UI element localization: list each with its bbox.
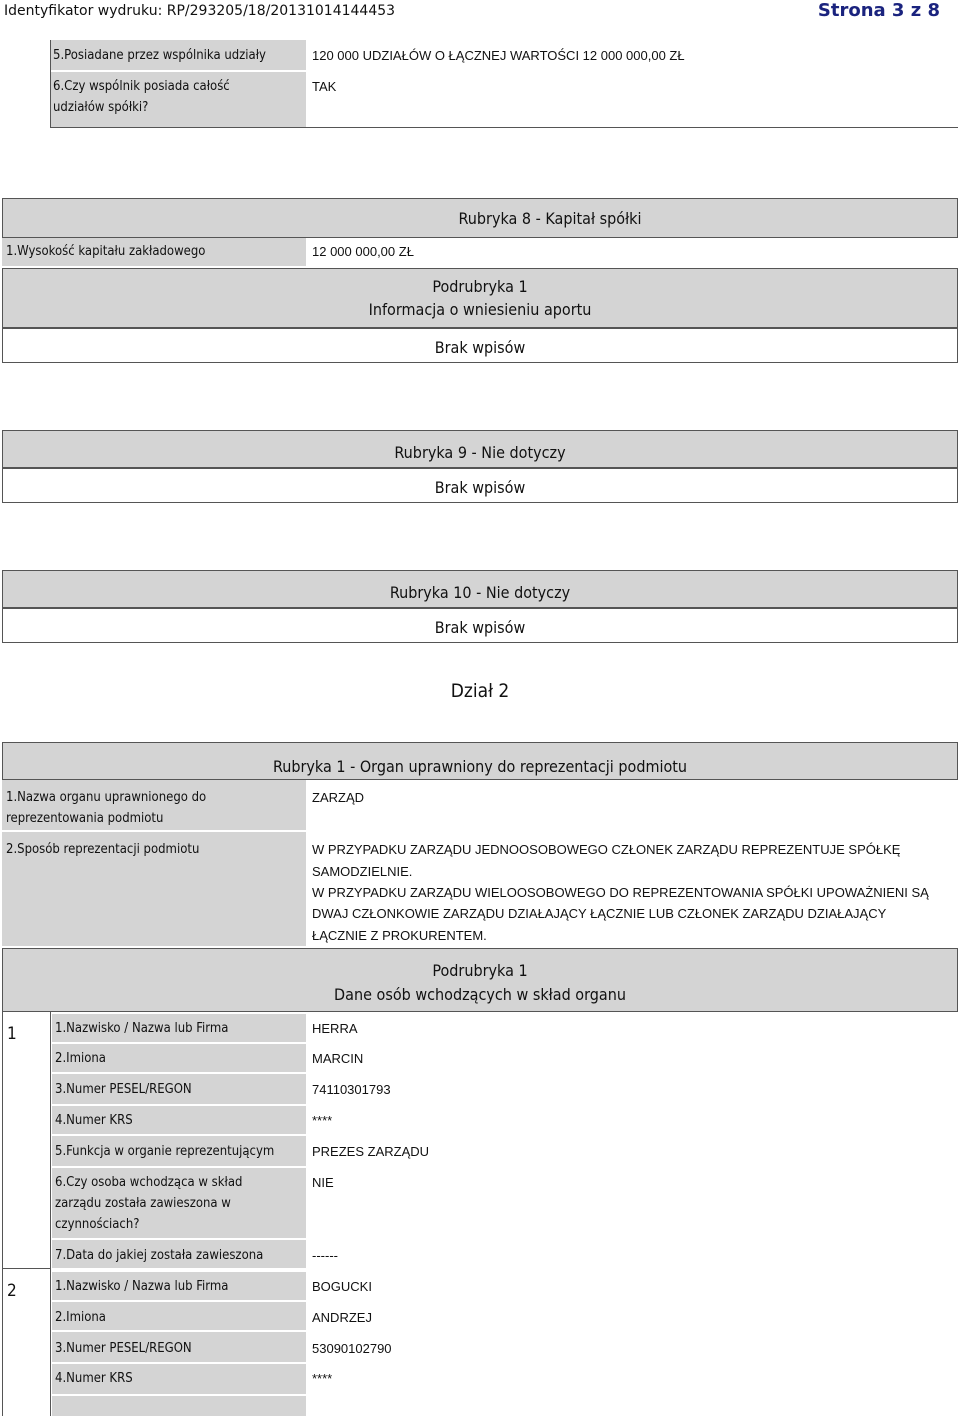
p1-zawieszona-label-3: czynnościach?: [55, 1217, 140, 1232]
organ-name-label-1: 1.Nazwa organu uprawnionego do: [6, 790, 207, 805]
p2-krs-label: 4.Numer KRS: [55, 1371, 133, 1386]
persons-outer-left: [2, 1012, 3, 1416]
representation-value-2: SAMODZIELNIE.: [312, 864, 413, 879]
p2-pesel-value: 53090102790: [312, 1341, 392, 1356]
p1-krs-value: ****: [312, 1113, 333, 1128]
person-separator: [2, 1268, 50, 1269]
top-bottom-border: [50, 127, 958, 128]
organ-name-value: ZARZĄD: [312, 790, 364, 805]
p1-pesel-label: 3.Numer PESEL/REGON: [55, 1082, 192, 1097]
p1-zawieszona-label-2: zarządu została zawieszona w: [55, 1196, 231, 1211]
p2-krs-value: ****: [312, 1371, 333, 1386]
row5-label: 5.Posiadane przez wspólnika udziały: [53, 48, 266, 63]
rubryka8-title: Rubryka 8 - Kapitał spółki: [458, 209, 642, 228]
person2-number: 2: [7, 1281, 17, 1301]
aport-empty-text: Brak wpisów: [434, 338, 526, 357]
p2-next-label-cell: [52, 1396, 306, 1416]
person1-number: 1: [7, 1024, 17, 1044]
podrubryka1-subtitle: Informacja o wniesieniu aportu: [368, 300, 592, 319]
p2-imiona-value: ANDRZEJ: [312, 1310, 372, 1325]
p1-zawieszona-label-1: 6.Czy osoba wchodząca w skład: [55, 1175, 243, 1190]
organ-name-label-2: reprezentowania podmiotu: [6, 811, 164, 826]
persons-inner-left: [50, 1012, 51, 1416]
podrubryka1-title: Podrubryka 1: [432, 277, 528, 296]
p2-nazwisko-label: 1.Nazwisko / Nazwa lub Firma: [55, 1279, 229, 1294]
podrubryka1-members-header: [2, 948, 958, 1012]
rubryka9-title: Rubryka 9 - Nie dotyczy: [394, 443, 566, 462]
dzial2-title: Dział 2: [450, 680, 510, 702]
rubryka10-title: Rubryka 10 - Nie dotyczy: [389, 583, 571, 602]
p1-nazwisko-label: 1.Nazwisko / Nazwa lub Firma: [55, 1021, 229, 1036]
capital-label: 1.Wysokość kapitału zakładowego: [6, 244, 206, 259]
representation-value-4: DWAJ CZŁONKOWIE ZARZĄDU DZIAŁAJĄCY ŁĄCZNIE LUB CZŁONEK ZARZĄDU DZIAŁAJĄCY: [312, 906, 887, 921]
p1-imiona-value: MARCIN: [312, 1051, 364, 1066]
members-sub-title: Podrubryka 1: [432, 961, 528, 980]
representation-value-1: W PRZYPADKU ZARZĄDU JEDNOOSOBOWEGO CZŁONEK ZARZĄDU REPREZENTUJE SPÓŁKĘ: [312, 842, 901, 857]
p2-pesel-label: 3.Numer PESEL/REGON: [55, 1341, 192, 1356]
podrubryka1-aport-header: [2, 268, 958, 328]
rubryka1-title: Rubryka 1 - Organ uprawniony do reprezentacji podmiotu: [272, 757, 688, 776]
rubryka10-header: [2, 570, 958, 608]
row6-value: TAK: [312, 79, 337, 94]
p1-data-label: 7.Data do jakiej została zawieszona: [55, 1248, 264, 1263]
p2-imiona-label: 2.Imiona: [55, 1310, 106, 1325]
p1-nazwisko-value: HERRA: [312, 1021, 358, 1036]
rubryka9-empty-text: Brak wpisów: [434, 478, 526, 497]
p1-zawieszona-value: NIE: [312, 1175, 334, 1190]
representation-label: 2.Sposób reprezentacji podmiotu: [6, 842, 200, 857]
rubryka8-header: [2, 198, 958, 238]
print-identifier: Identyfikator wydruku: RP/293205/18/20131014144453: [4, 3, 396, 19]
p2-nazwisko-value: BOGUCKI: [312, 1279, 372, 1294]
rubryka1-header: [2, 742, 958, 780]
rubryka9-empty-row: [2, 468, 958, 503]
page-number: Strona 3 z 8: [817, 0, 940, 21]
p1-imiona-label: 2.Imiona: [55, 1051, 106, 1066]
row6-label-1: 6.Czy wspólnik posiada całość: [53, 79, 230, 94]
rubryka9-header: [2, 430, 958, 468]
p1-pesel-value: 74110301793: [312, 1082, 391, 1097]
members-sub-subtitle: Dane osób wchodzących w skład organu: [334, 985, 626, 1004]
rubryka10-empty-text: Brak wpisów: [434, 618, 526, 637]
row5-value: 120 000 UDZIAŁÓW O ŁĄCZNEJ WARTOŚCI 12 000 000,00 ZŁ: [312, 48, 685, 63]
p1-funkcja-value: PREZES ZARZĄDU: [312, 1144, 430, 1159]
capital-value: 12 000 000,00 ZŁ: [312, 244, 414, 259]
representation-value-3: W PRZYPADKU ZARZĄDU WIELOOSOBOWEGO DO REPREZENTOWANIA SPÓŁKI UPOWAŻNIENI SĄ: [312, 885, 929, 900]
p1-krs-label: 4.Numer KRS: [55, 1113, 133, 1128]
representation-value-5: ŁĄCZNIE Z PROKURENTEM.: [312, 928, 487, 943]
top-left-border: [50, 40, 51, 128]
row6-label-2: udziałów spółki?: [53, 100, 149, 115]
rubryka10-empty-row: [2, 608, 958, 643]
p1-funkcja-label: 5.Funkcja w organie reprezentującym: [55, 1144, 275, 1159]
p1-data-value: ------: [312, 1248, 338, 1263]
aport-empty-row: [2, 328, 958, 363]
